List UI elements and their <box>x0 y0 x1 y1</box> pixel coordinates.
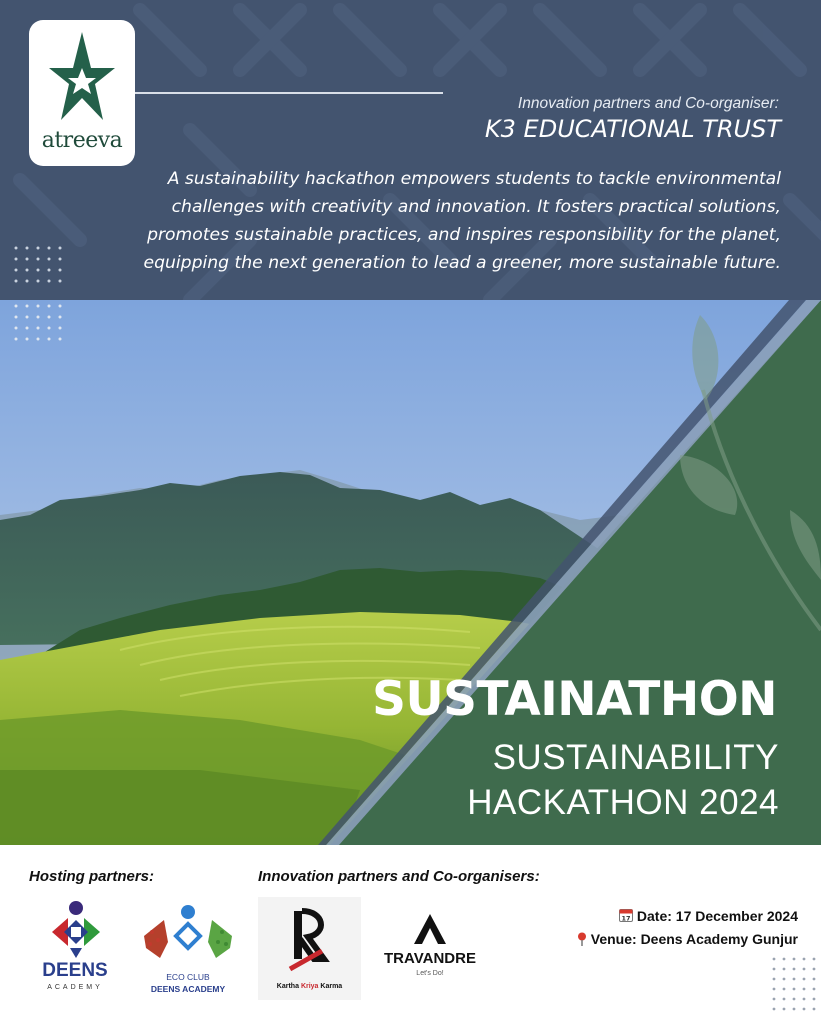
header-band <box>0 0 821 300</box>
event-details <box>577 905 798 952</box>
travandre-logo <box>374 912 486 984</box>
event-venue: Venue: Deens Academy Gunjur <box>590 931 798 948</box>
event-date-row <box>577 905 798 928</box>
location-pin-icon <box>577 930 587 952</box>
hosting-partners-label: Hosting partners: <box>29 868 155 885</box>
atreeva-wordmark: atreeva <box>41 128 123 153</box>
eco-club-logo <box>138 902 238 998</box>
deens-academy-logo <box>30 900 120 1000</box>
deens-name: DEENS <box>42 960 108 981</box>
kkk-word-kartha: Kartha <box>276 983 299 990</box>
event-subtitle-line2: HACKATHON 2024 <box>467 783 779 822</box>
eco-club-line1: ECO CLUB <box>166 972 210 982</box>
event-subtitle-line1: SUSTAINABILITY <box>492 738 779 777</box>
event-description: A sustainability hackathon empowers students to tackle environmental challenges with creativity and innovation. It fosters practical solutions, promotes sustainable practices, and inspires responsibility for the planet, equipping the next generation to lead a greener, more sustainable future. <box>143 169 781 273</box>
travandre-tagline: Let's Do! <box>416 970 444 977</box>
kkk-tagline <box>258 983 361 990</box>
event-date: Date: 17 December 2024 <box>636 908 798 924</box>
travandre-name: TRAVANDRE <box>384 950 476 967</box>
innovation-partners-label: Innovation partners and Co-organisers: <box>258 868 540 885</box>
header-divider <box>135 92 443 94</box>
svg-text:17: 17 <box>621 914 631 923</box>
deens-emblem-icon <box>30 900 120 962</box>
eco-club-emblem-icon <box>138 902 238 966</box>
dot-grid-decoration <box>12 300 76 350</box>
dot-grid-decoration <box>12 244 76 294</box>
dot-grid-decoration <box>770 955 818 1017</box>
k-monogram-icon <box>258 897 361 977</box>
event-title: SUSTAINATHON <box>372 672 777 727</box>
kkk-word-karma: Karma <box>320 983 343 990</box>
star-logo-icon <box>47 28 117 126</box>
event-venue-row <box>577 928 798 951</box>
travandre-peak-icon <box>374 912 486 946</box>
eco-club-line2: DEENS ACADEMY <box>150 984 226 994</box>
partner-caption: Innovation partners and Co-organiser: <box>517 95 779 112</box>
calendar-icon <box>619 906 633 928</box>
kartha-kriya-karma-logo <box>258 897 361 1000</box>
partner-name: K3 EDUCATIONAL TRUST <box>484 115 781 143</box>
atreeva-logo <box>29 20 135 166</box>
deens-sub: ACADEMY <box>47 984 103 991</box>
kkk-word-kriya: Kriya <box>300 983 319 990</box>
